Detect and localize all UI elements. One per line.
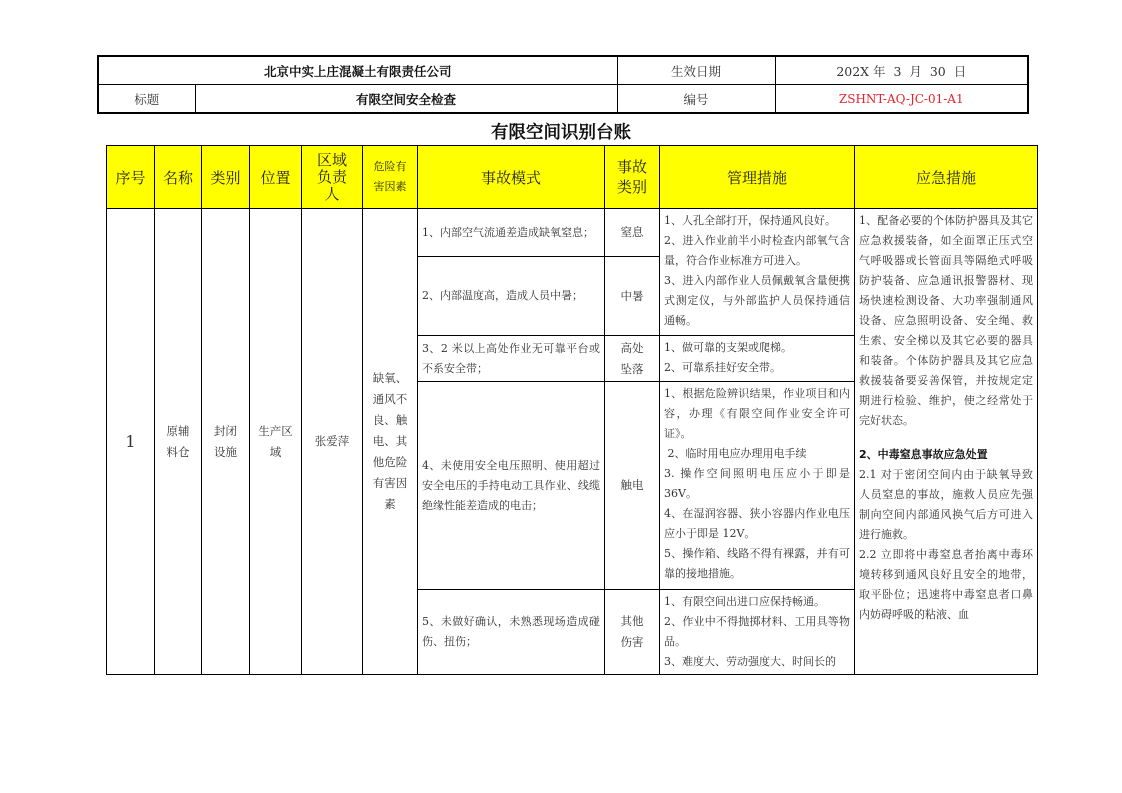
col-category: 类别 <box>202 146 250 209</box>
accident-mode-5: 5、未做好确认，未熟悉现场造成碰伤、扭伤； <box>418 590 605 675</box>
management-group-2: 1、做可靠的支架或爬梯。 2、可靠系挂好安全带。 <box>660 336 855 382</box>
document-title: 有限空间识别台账 <box>491 123 631 143</box>
document-header-table <box>97 55 1029 114</box>
accident-mode-3: 3、2 米以上高处作业无可靠平台或不系安全带； <box>418 336 605 382</box>
title-label: 标题 <box>98 85 195 114</box>
accident-type-3: 高处 坠落 <box>605 336 660 382</box>
row-seq: 1 <box>107 209 155 675</box>
accident-mode-1: 1、内部空气流通差造成缺氧窒息； <box>418 209 605 257</box>
management-group-3: 1、根据危险辨识结果，作业项目和内容，办理《有限空间作业安全许可证》。 2、临时用电应办理用电手续 3. 操作空间照明电压应小于即是36V。 4、在湿润容器、狭小容器内作业电压应小于即是 12V。 5、操作箱、线路不得有裸露，并有可靠的接地措施。 <box>660 382 855 590</box>
management-group-1: 1、人孔全部打开，保持通风良好。 2、进入作业前半小时检查内部氧气含量，符合作业标准方可进入。 3、进入内部作业人员佩戴氧含量便携式测定仪，与外部监护人员保持通信通畅。 <box>660 209 855 336</box>
col-accident-mode: 事故模式 <box>418 146 605 209</box>
management-group-4: 1、有限空间出进口应保持畅通。 2、作业中不得抛掷材料、工用具等物品。 3、难度大、劳动强度大、时间长的 <box>660 590 855 675</box>
accident-type-1: 窒息 <box>605 209 660 257</box>
col-location: 位置 <box>250 146 302 209</box>
table-row <box>107 209 1038 257</box>
confined-space-ledger-table <box>106 145 1038 675</box>
col-management-measures: 管理措施 <box>660 146 855 209</box>
accident-mode-2: 2、内部温度高，造成人员中暑； <box>418 257 605 336</box>
col-seq: 序号 <box>107 146 155 209</box>
emergency-measures: 1、配备必要的个体防护器具及其它应急救援装备，如全面罩正压式空气呼吸器或长管面具等隔绝式呼吸防护装备、应急通讯报警器材、现场快速检测设备、大功率强制通风设备、应急照明设备、安全绳、救生索、安全梯以及其它必要的器具和装备。个体防护器具及其它应急救援装备要妥善保管，并按规定定期进行检验、维护，使之经常处于完好状态。 2、中毒窒息事故应急处置 2.1 对于密闭空间内由于缺氧导致人员窒息的事故，施救人员应先强制向空间内部通风换气后方可进入进行施救。 2.2 立即将中毒窒息者抬离中毒环境转移到通风良好且安全的地带，取平卧位；迅速将中毒窒息者口鼻内妨碍呼吸的粘液、血 <box>855 209 1038 675</box>
number-label: 编号 <box>617 85 775 114</box>
row-name: 原辅 料仓 <box>155 209 202 675</box>
document-number: ZSHNT-AQ-JC-01-A1 <box>775 85 1028 114</box>
col-emergency-measures: 应急措施 <box>855 146 1038 209</box>
table-header-row <box>107 146 1038 209</box>
accident-mode-4: 4、未使用安全电压照明、使用超过安全电压的手持电动工具作业、线缆绝缘性能差造成的电击； <box>418 382 605 590</box>
accident-type-4: 触电 <box>605 382 660 590</box>
col-area-owner: 区域 负责 人 <box>302 146 363 209</box>
accident-type-2: 中暑 <box>605 257 660 336</box>
title-value: 有限空间安全检查 <box>195 85 617 114</box>
col-name: 名称 <box>155 146 202 209</box>
row-location: 生产区 域 <box>250 209 302 675</box>
accident-type-5: 其他 伤害 <box>605 590 660 675</box>
row-category: 封闭 设施 <box>202 209 250 675</box>
col-hazard-factors: 危险有 害因素 <box>363 146 418 209</box>
row-area-owner: 张爱萍 <box>302 209 363 675</box>
row-hazard-factors: 缺氧、 通风不 良、触 电、其 他危险 有害因 素 <box>363 209 418 675</box>
effective-date-value: 202X 年 3 月 30 日 <box>775 56 1028 85</box>
company-name: 北京中实上庄混凝土有限责任公司 <box>98 56 617 85</box>
effective-date-label: 生效日期 <box>617 56 775 85</box>
col-accident-type: 事故 类别 <box>605 146 660 209</box>
